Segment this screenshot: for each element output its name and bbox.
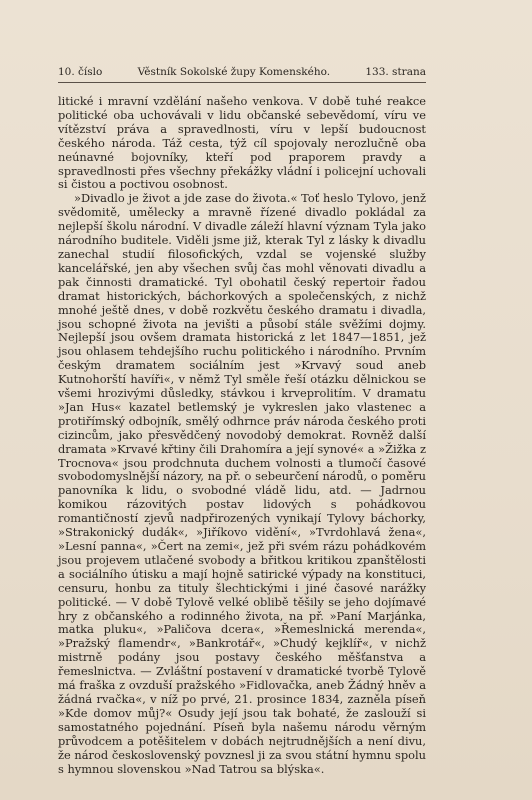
running-header bbox=[58, 66, 426, 83]
article-body bbox=[58, 95, 426, 776]
journal-title: Věstník Sokolské župy Komenského. bbox=[137, 66, 331, 78]
paragraph: »Divadlo je život a jde zase do života.« Toť heslo Tylovo, jenž svědomitě, umělecky a mravně řízené divadlo pokládal za nejlepší školu národní. V divadle záleží hlavní význam Tyla jako národního buditele. Viděli jsme již, kterak Tyl z lásky k divadlu zanechal studií filosofických, vzdal se vojenské služby kancelářské, jen aby všechen svůj čas mohl věnovati divadlu a pak činnosti dramatické. Tyl obohatil český repertoir řadou dramat historických, báchorkových a společenských, z nichž mnohé ještě dnes, v době rozkvětu českého dramatu i divadla, jsou schopné života na jevišti a působí stále svěžími dojmy. Nejlepší jsou ovšem dramata historická z let 1847—1851, jež jsou ohlasem tehdejšího ruchu politického i národního. Prvním českým dramatem sociálním jest »Krvavý soud aneb Kutnohorští havíři«, v němž Tyl směle řeší otázku dělnickou se všemi hrozivými důsledky, stávkou i krveprolitím. V dramatu »Jan Hus« kazatel betlemský je vykreslen jako vlastenec a protiřímský odbojník, smělý odhrnce práv národa českého proti cizincům, jako přesvědčený novodobý demokrat. Rovněž další dramata »Krvavé křtiny čili Drahomíra a její synové« a »Žižka z Trocnova« jsou prodchnuta duchem volnosti a tlumočí časové svobodomyslnější názory, na př. o sebeurčení národů, o poměru panovníka k lidu, o svobodné vládě lidu, atd. — Jadrnou komikou rázovitých postav lidových s pohádkovou romantičností zjevů nadpřirozených vynikají Tylovy báchorky, »Strakonický dudák«, »Jiříkovo vidění«, »Tvrdohlavá žena«, »Lesní panna«, »Čert na zemi«, jež při svém rázu pohádkovém jsou projevem utlačené svobody a břitkou kritikou zpanštělosti a sociálního útisku a mají hojně satirické výpady na konstituci, censuru, honbu za tituly šlechtickými i jiné časové narážky politické. — V době Tylově velké oblibě těšily se jeho dojímavé hry z občanského a rodinného života, na př. »Paní Marjánka, matka pluku«, »Paličova dcera«, »Řemeslnická merenda«, »Pražský flamendr«, »Bankrotář«, »Chudý kejklíř«, v nichž mistrně podány jsou postavy českého měšťanstva a řemeslnictva. — Zvláštní postavení v dramatické tvorbě Tylově má fraška z ovzduší pražského »Fidlovačka, aneb Žádný hněv a žádná rvačka«, v níž po prvé, 21. prosince 1834, zazněla píseň »Kde domov můj?« Osudy její jsou tak bohaté, že zaslouží si samostatného pojednání. Píseň byla našemu národu věrným průvodcem a potěšitelem v dobách nejtrudnějších a není divu, že národ československý povznesl ji za svou státní hymnu spolu s hymnou slovenskou »Nad Tatrou sa blýska«. bbox=[58, 191, 426, 776]
paragraph: litické i mravní vzdělání našeho venkova. V době tuhé reakce politické oba uchovávali v lidu občanské sebevědomí, víru ve vítězství práva a spravedlnosti, víru v lepší budoucnost českého národa. Táž cesta, týž cíl spojovaly nerozlučně oba neúnavné bojovníky, kteří pod praporem pravdy a spravedlnosti přes všechny překážky vládní i policejní uchovali si čistou a poctivou osobnost. bbox=[58, 94, 426, 192]
page-number: 133. strana bbox=[365, 66, 426, 78]
issue-number: 10. číslo bbox=[58, 66, 103, 78]
